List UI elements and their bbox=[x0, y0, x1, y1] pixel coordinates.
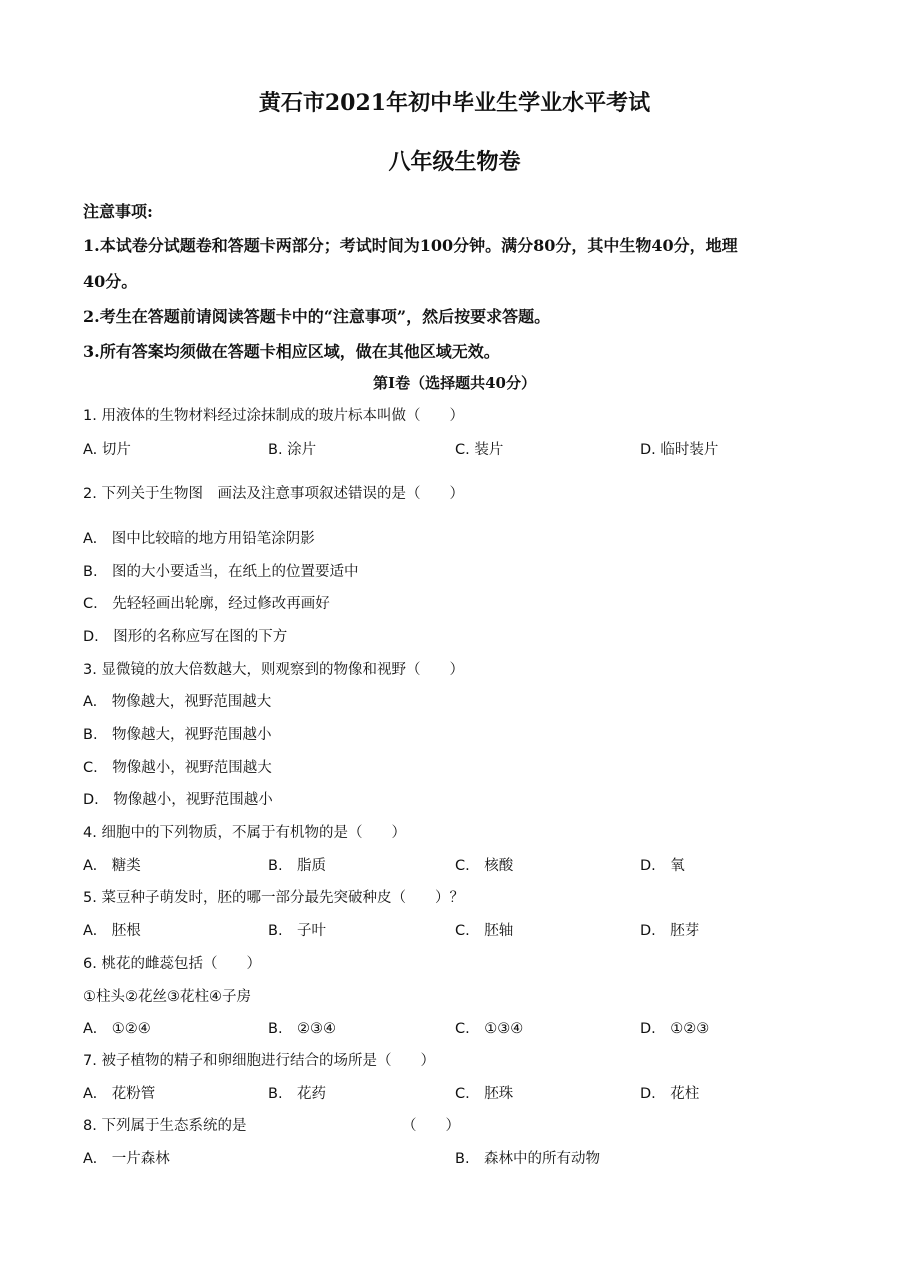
question-5-option-d: D. 胚芽 bbox=[640, 923, 700, 939]
question-1-option-a: A. 切片 bbox=[83, 442, 131, 458]
question-3-option-d: D. 物像越小，视野范围越小 bbox=[83, 792, 273, 808]
question-7-option-b: B. 花药 bbox=[268, 1086, 327, 1102]
question-8-option-b: B. 森林中的所有动物 bbox=[455, 1151, 601, 1167]
question-2-option-a: A. 图中比较暗的地方用铅笔涂阴影 bbox=[83, 531, 315, 547]
question-8-stem: 8. 下列属于生态系统的是 bbox=[83, 1118, 247, 1134]
question-5-option-a: A. 胚根 bbox=[83, 923, 141, 939]
question-2-option-c: C. 先轻轻画出轮廓，经过修改再画好 bbox=[83, 596, 330, 612]
question-1-option-d: D. 临时装片 bbox=[640, 442, 719, 458]
question-8-option-a: A. 一片森林 bbox=[83, 1151, 170, 1167]
notes-heading: 注意事项: bbox=[83, 202, 153, 221]
question-4-option-b: B. 脂质 bbox=[268, 858, 327, 874]
question-7-option-a: A. 花粉管 bbox=[83, 1086, 156, 1102]
question-4-option-a: A. 糖类 bbox=[83, 858, 141, 874]
question-2-stem: 2. 下列关于生物图 画法及注意事项叙述错误的是（ ） bbox=[83, 486, 464, 502]
note-line-3: 3.所有答案均须做在答题卡相应区域，做在其他区域无效。 bbox=[83, 342, 500, 361]
question-1-stem: 1. 用液体的生物材料经过涂抹制成的玻片标本叫做（ ） bbox=[83, 408, 464, 424]
question-2-option-b: B. 图的大小要适当，在纸上的位置要适中 bbox=[83, 564, 359, 580]
question-6-items: ①柱头②花丝③花柱④子房 bbox=[83, 989, 251, 1005]
question-3-option-b: B. 物像越大，视野范围越小 bbox=[83, 727, 272, 743]
note-line-2: 2.考生在答题前请阅读答题卡中的“注意事项”，然后按要求答题。 bbox=[83, 307, 551, 326]
question-4-stem: 4. 细胞中的下列物质，不属于有机物的是（ ） bbox=[83, 825, 406, 841]
question-7-option-c: C. 胚珠 bbox=[455, 1086, 514, 1102]
exam-title: 黄石市2021年初中毕业生学业水平考试 bbox=[258, 90, 651, 116]
question-5-option-b: B. 子叶 bbox=[268, 923, 327, 939]
exam-subtitle: 八年级生物卷 bbox=[388, 149, 521, 175]
question-8-paren: （ ） bbox=[402, 1118, 460, 1134]
question-6-option-b: B. ②③④ bbox=[268, 1021, 337, 1037]
question-4-option-c: C. 核酸 bbox=[455, 858, 514, 874]
question-2-option-d: D. 图形的名称应写在图的下方 bbox=[83, 629, 288, 645]
question-5-option-c: C. 胚轴 bbox=[455, 923, 514, 939]
note-line-1-cont: 40分。 bbox=[83, 272, 138, 291]
question-5-stem: 5. 菜豆种子萌发时，胚的哪一部分最先突破种皮（ ）？ bbox=[83, 890, 464, 906]
note-line-1: 1.本试卷分试题卷和答题卡两部分；考试时间为100分钟。满分80分，其中生物40分，地理 bbox=[83, 236, 738, 255]
question-6-option-c: C. ①③④ bbox=[455, 1021, 524, 1037]
question-1-option-b: B. 涂片 bbox=[268, 442, 317, 458]
question-4-option-d: D. 氧 bbox=[640, 858, 685, 874]
question-6-stem: 6. 桃花的雌蕊包括（ ） bbox=[83, 956, 261, 972]
question-3-stem: 3. 显微镜的放大倍数越大，则观察到的物像和视野（ ） bbox=[83, 662, 464, 678]
question-3-option-a: A. 物像越大，视野范围越大 bbox=[83, 694, 272, 710]
question-1-option-c: C. 装片 bbox=[455, 442, 504, 458]
question-6-option-a: A. ①②④ bbox=[83, 1021, 151, 1037]
section-heading: 第Ⅰ卷（选择题共40分） bbox=[373, 374, 536, 392]
question-3-option-c: C. 物像越小，视野范围越大 bbox=[83, 760, 272, 776]
question-7-stem: 7. 被子植物的精子和卵细胞进行结合的场所是（ ） bbox=[83, 1053, 435, 1069]
question-7-option-d: D. 花柱 bbox=[640, 1086, 700, 1102]
question-6-option-d: D. ①②③ bbox=[640, 1021, 710, 1037]
